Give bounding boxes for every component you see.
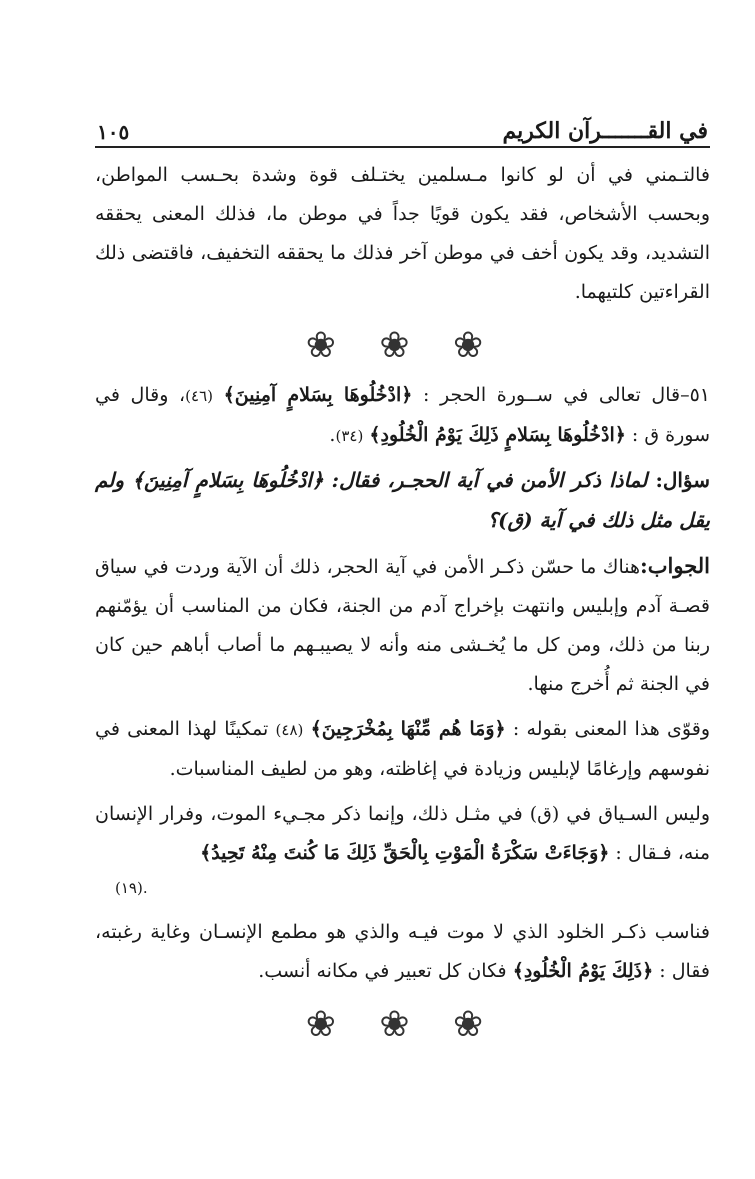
verse-ref-46: (٤٦) bbox=[185, 387, 213, 405]
verse-hijr: ﴿ادْخُلُوهَا بِسَلامٍ آمِنِينَ﴾ bbox=[223, 384, 413, 406]
paragraph-fanasaba bbox=[95, 913, 710, 991]
verse-sakrat-al-mawt: ﴿وَجَاءَتْ سَكْرَةُ الْمَوْتِ بِالْحَقِّ ذَلِكَ مَا كُنتَ مِنْهُ تَحِيدُ﴾ bbox=[200, 842, 610, 864]
qawwa-text-1: وقوّى هذا المعنى بقوله : bbox=[505, 718, 711, 740]
ornament-divider-2: ❀ ❀ ❀ bbox=[305, 1004, 500, 1045]
answer-label: الجواب: bbox=[640, 553, 710, 578]
item-text-1: –قال تعالى في ســورة الحجر : bbox=[412, 384, 690, 406]
item-text-3: . bbox=[329, 424, 336, 446]
verse-ref-34: (٣٤) bbox=[335, 427, 364, 445]
verse-mukhrajin: ﴿وَمَا هُم مِّنْهَا بِمُخْرَجِينَ﴾ bbox=[310, 718, 506, 740]
fanasaba-text-2: فكان كل تعبير في مكانه أنسب. bbox=[258, 960, 513, 982]
running-title: في القـــــــرآن الكريم bbox=[502, 118, 708, 144]
question-text-2: ولم يقل مثل ذلك في آية (ق)؟ bbox=[95, 468, 710, 532]
page-number: ١٠٥ bbox=[97, 120, 130, 144]
book-page bbox=[95, 112, 710, 1055]
answer-text: هناك ما حسّن ذكـر الأمن في آية الحجر، ذلك أن الآية وردت في سياق قصـة آدم وإبليس وانتهت بإخراج آدم من الجنة، فكان من المناسب أن يؤمّنهم ربنا من ذلك، ومن كل ما يُخـشى منه وأنه لا يصيبـهم ما أصاب أباهم حين كان في الجنة ثم أُخرج منها. bbox=[95, 556, 710, 695]
question-verse: ﴿ادْخُلُوهَا بِسَلامٍ آمِنِينَ﴾ bbox=[132, 468, 324, 492]
verse-ref-19: .(١٩) bbox=[115, 879, 148, 897]
question bbox=[95, 460, 710, 540]
paragraph-tamanni: فالتـمني في أن لو كانوا مـسلمين يختـلف قوة وشدة بحـسب المواطن، وبحسب الأشخاص، فقد يكون قويًا جداً في موطن ما، فذلك المعنى يحققه التشديد، وقد يكون أخف في موطن آخر فذلك ما يحققه التخفيف، فاقتضى ذلك القراءتين كلتيهما. bbox=[95, 164, 710, 303]
question-label: سؤال: bbox=[655, 468, 710, 492]
verse-qaf: ﴿ادْخُلُوهَا بِسَلامٍ ذَلِكَ يَوْمُ الْخُلُودِ﴾ bbox=[369, 424, 626, 446]
item-number: ٥١ bbox=[689, 384, 710, 406]
item-text-2: ، وقال في سورة ق : bbox=[95, 384, 710, 446]
verse-yawm-al-khulud: ﴿ذَلِكَ يَوْمُ الْخُلُودِ﴾ bbox=[512, 960, 654, 982]
question-text-1: لماذا ذكر الأمن في آية الحجـر، فقال: bbox=[323, 468, 656, 492]
laysa-text-1: وليس السـياق في (ق) في مثـل ذلك، وإنما ذكر مجـيء الموت، وفرار الإنسان منه، فـقال : bbox=[95, 803, 710, 864]
verse-ref-48: (٤٨) bbox=[275, 721, 304, 739]
paragraph-qawwa bbox=[95, 710, 710, 789]
item-51 bbox=[95, 376, 710, 456]
qawwa-text-2: تمكينًا لهذا المعنى في نفوسهم وإرغامًا لإبليس وزيادة في إغاظته، وهو من لطيف المناسبات. bbox=[95, 718, 710, 780]
page-header bbox=[95, 112, 710, 148]
ornament-divider-1: ❀ ❀ ❀ bbox=[305, 325, 500, 366]
answer bbox=[95, 546, 710, 704]
paragraph-laysa bbox=[95, 795, 710, 873]
fanasaba-text-1: فناسب ذكـر الخلود الذي لا موت فيـه والذي هو مطمع الإنسـان وغاية رغبته، فقال : bbox=[95, 921, 710, 982]
